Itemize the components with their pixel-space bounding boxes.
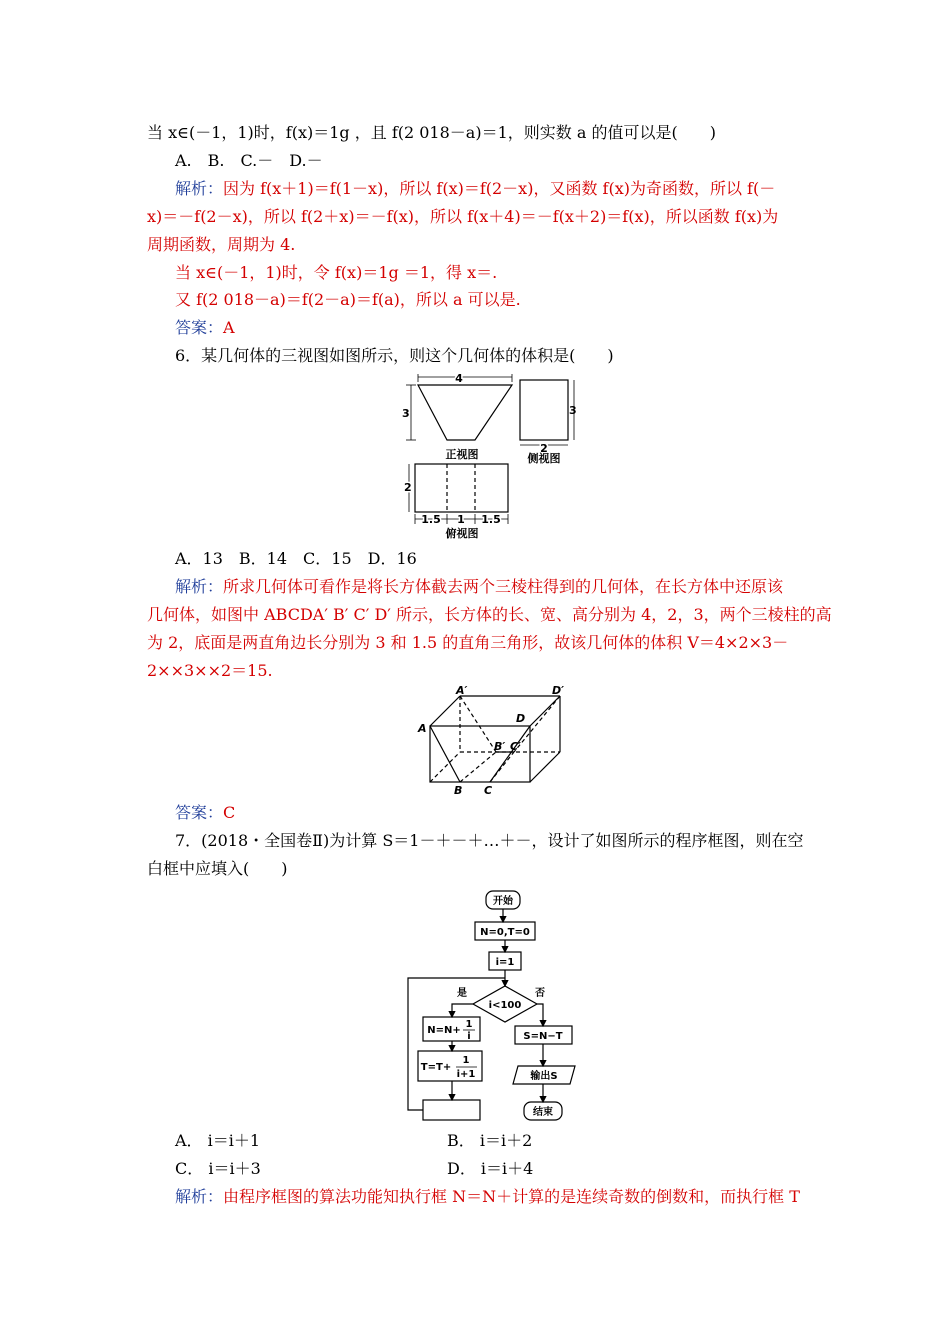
front-width-label: 4 xyxy=(455,372,463,385)
q7-option-b: B． i＝i＋2 xyxy=(447,1131,533,1150)
solution-label: 解析： xyxy=(175,179,224,198)
side-view-shape xyxy=(520,380,568,440)
cuboid-figure xyxy=(410,686,590,798)
label-D: D xyxy=(516,712,526,725)
q6-options: A．13 B．14 C．15 D．16 xyxy=(175,549,417,568)
top-height-label: 2 xyxy=(404,481,412,494)
front-view-caption: 正视图 xyxy=(445,448,479,461)
solution-text: 所求几何体可看作是将长方体截去两个三棱柱得到的几何体，在长方体中还原该 xyxy=(223,577,784,596)
q7-option-d: D． i＝i＋4 xyxy=(447,1159,534,1178)
q6-solution-line xyxy=(175,576,783,598)
flow-t-numerator: 1 xyxy=(462,1055,470,1066)
flow-end: 结束 xyxy=(533,1107,553,1118)
label-B: B xyxy=(454,784,463,797)
answer-label: 答案： xyxy=(175,318,224,337)
label-C: C xyxy=(484,784,493,797)
q6-solution-line: 2××3××2＝15. xyxy=(147,661,273,680)
top-view-shape xyxy=(415,464,508,512)
flow-n-numerator: 1 xyxy=(465,1019,473,1030)
flow-no: 否 xyxy=(535,988,545,999)
q7-option-a: A． i＝i＋1 xyxy=(175,1131,261,1150)
q7-option-c: C． i＝i＋3 xyxy=(175,1159,261,1178)
flow-yes: 是 xyxy=(457,988,467,999)
q7-solution-line xyxy=(175,1186,800,1208)
flow-i-init: i=1 xyxy=(495,957,515,968)
flow-n-update: N=N+ xyxy=(427,1025,461,1036)
solution-text: 因为 f(x＋1)＝f(1－x)，所以 f(x)＝f(2－x)，又函数 f(x)为奇函数，所以 f(－ xyxy=(223,179,776,198)
side-height-label: 3 xyxy=(569,404,577,417)
q5-solution-line: x)＝－f(2－x)，所以 f(2＋x)＝－f(x)，所以 f(x＋4)＝－f(x＋2)＝f(x)，所以函数 f(x)为 xyxy=(147,207,779,226)
q5-solution-line: 又 f(2 018－a)＝f(2－a)＝f(a)，所以 a 可以是. xyxy=(175,290,521,309)
q6-solution-line: 几何体，如图中 ABCDA′ B′ C′ D′ 所示，长方体的长、宽、高分别为 4，2，3，两个三棱柱的高 xyxy=(147,605,832,624)
label-B1: B′ xyxy=(494,740,506,753)
flow-start: 开始 xyxy=(493,896,513,907)
label-D1: D′ xyxy=(552,686,565,697)
flow-t-denominator: i+1 xyxy=(456,1069,476,1080)
front-height-label: 3 xyxy=(402,407,410,420)
three-view-figure xyxy=(400,372,590,542)
flowchart-figure xyxy=(400,888,600,1126)
top-width-label-1: 1.5 xyxy=(421,513,441,526)
label-A1: A′ xyxy=(456,686,468,697)
q5-stem: 当 x∈(－1，1)时，f(x)＝1g ，且 f(2 018－a)＝1，则实数 a 的值可以是( ) xyxy=(147,123,716,142)
q5-solution-line: 当 x∈(－1，1)时，令 f(x)＝1g ＝1，得 x＝. xyxy=(175,263,498,282)
side-width-label: 2 xyxy=(540,442,548,455)
side-view-caption: 侧视图 xyxy=(527,452,561,465)
label-C1: C′ xyxy=(510,740,521,753)
flow-t-update: T=T+ xyxy=(420,1062,452,1073)
label-A: A xyxy=(418,722,427,735)
q5-solution-line: 周期函数，周期为 4. xyxy=(147,235,296,254)
front-view-shape xyxy=(418,385,512,440)
top-width-label-3: 1.5 xyxy=(481,513,501,526)
flow-output: 输出S xyxy=(530,1071,558,1082)
answer-value: C xyxy=(223,803,236,822)
q7-stem: 7．(2018・全国卷Ⅱ)为计算 S＝1－＋－＋…＋－，设计了如图所示的程序框图，则在空 xyxy=(175,831,804,850)
flow-init: N=0,T=0 xyxy=(480,927,530,938)
answer-label: 答案： xyxy=(175,803,224,822)
q5-solution-line xyxy=(175,178,775,200)
q7-stem-cont: 白框中应填入( ) xyxy=(147,859,288,878)
flow-n-denominator: i xyxy=(467,1031,471,1042)
q6-solution-line: 为 2，底面是两直角边长分别为 3 和 1.5 的直角三角形，故该几何体的体积 V＝4×2×3－ xyxy=(147,633,789,652)
flow-condition: i<100 xyxy=(488,1000,522,1011)
solution-text: 由程序框图的算法功能知执行框 N＝N＋计算的是连续奇数的倒数和，而执行框 T xyxy=(223,1187,800,1206)
solution-label: 解析： xyxy=(175,1187,224,1206)
q5-options: A. B. C.－ D.－ xyxy=(175,151,323,170)
top-view-caption: 俯视图 xyxy=(445,527,479,540)
answer-value: A xyxy=(223,318,235,337)
flow-s-calc: S=N−T xyxy=(523,1031,563,1042)
q6-stem: 6．某几何体的三视图如图所示，则这个几何体的体积是( ) xyxy=(175,346,614,365)
q6-answer xyxy=(175,802,235,824)
solution-label: 解析： xyxy=(175,577,224,596)
q5-answer xyxy=(175,317,235,339)
top-width-label-2: 1 xyxy=(457,513,465,526)
